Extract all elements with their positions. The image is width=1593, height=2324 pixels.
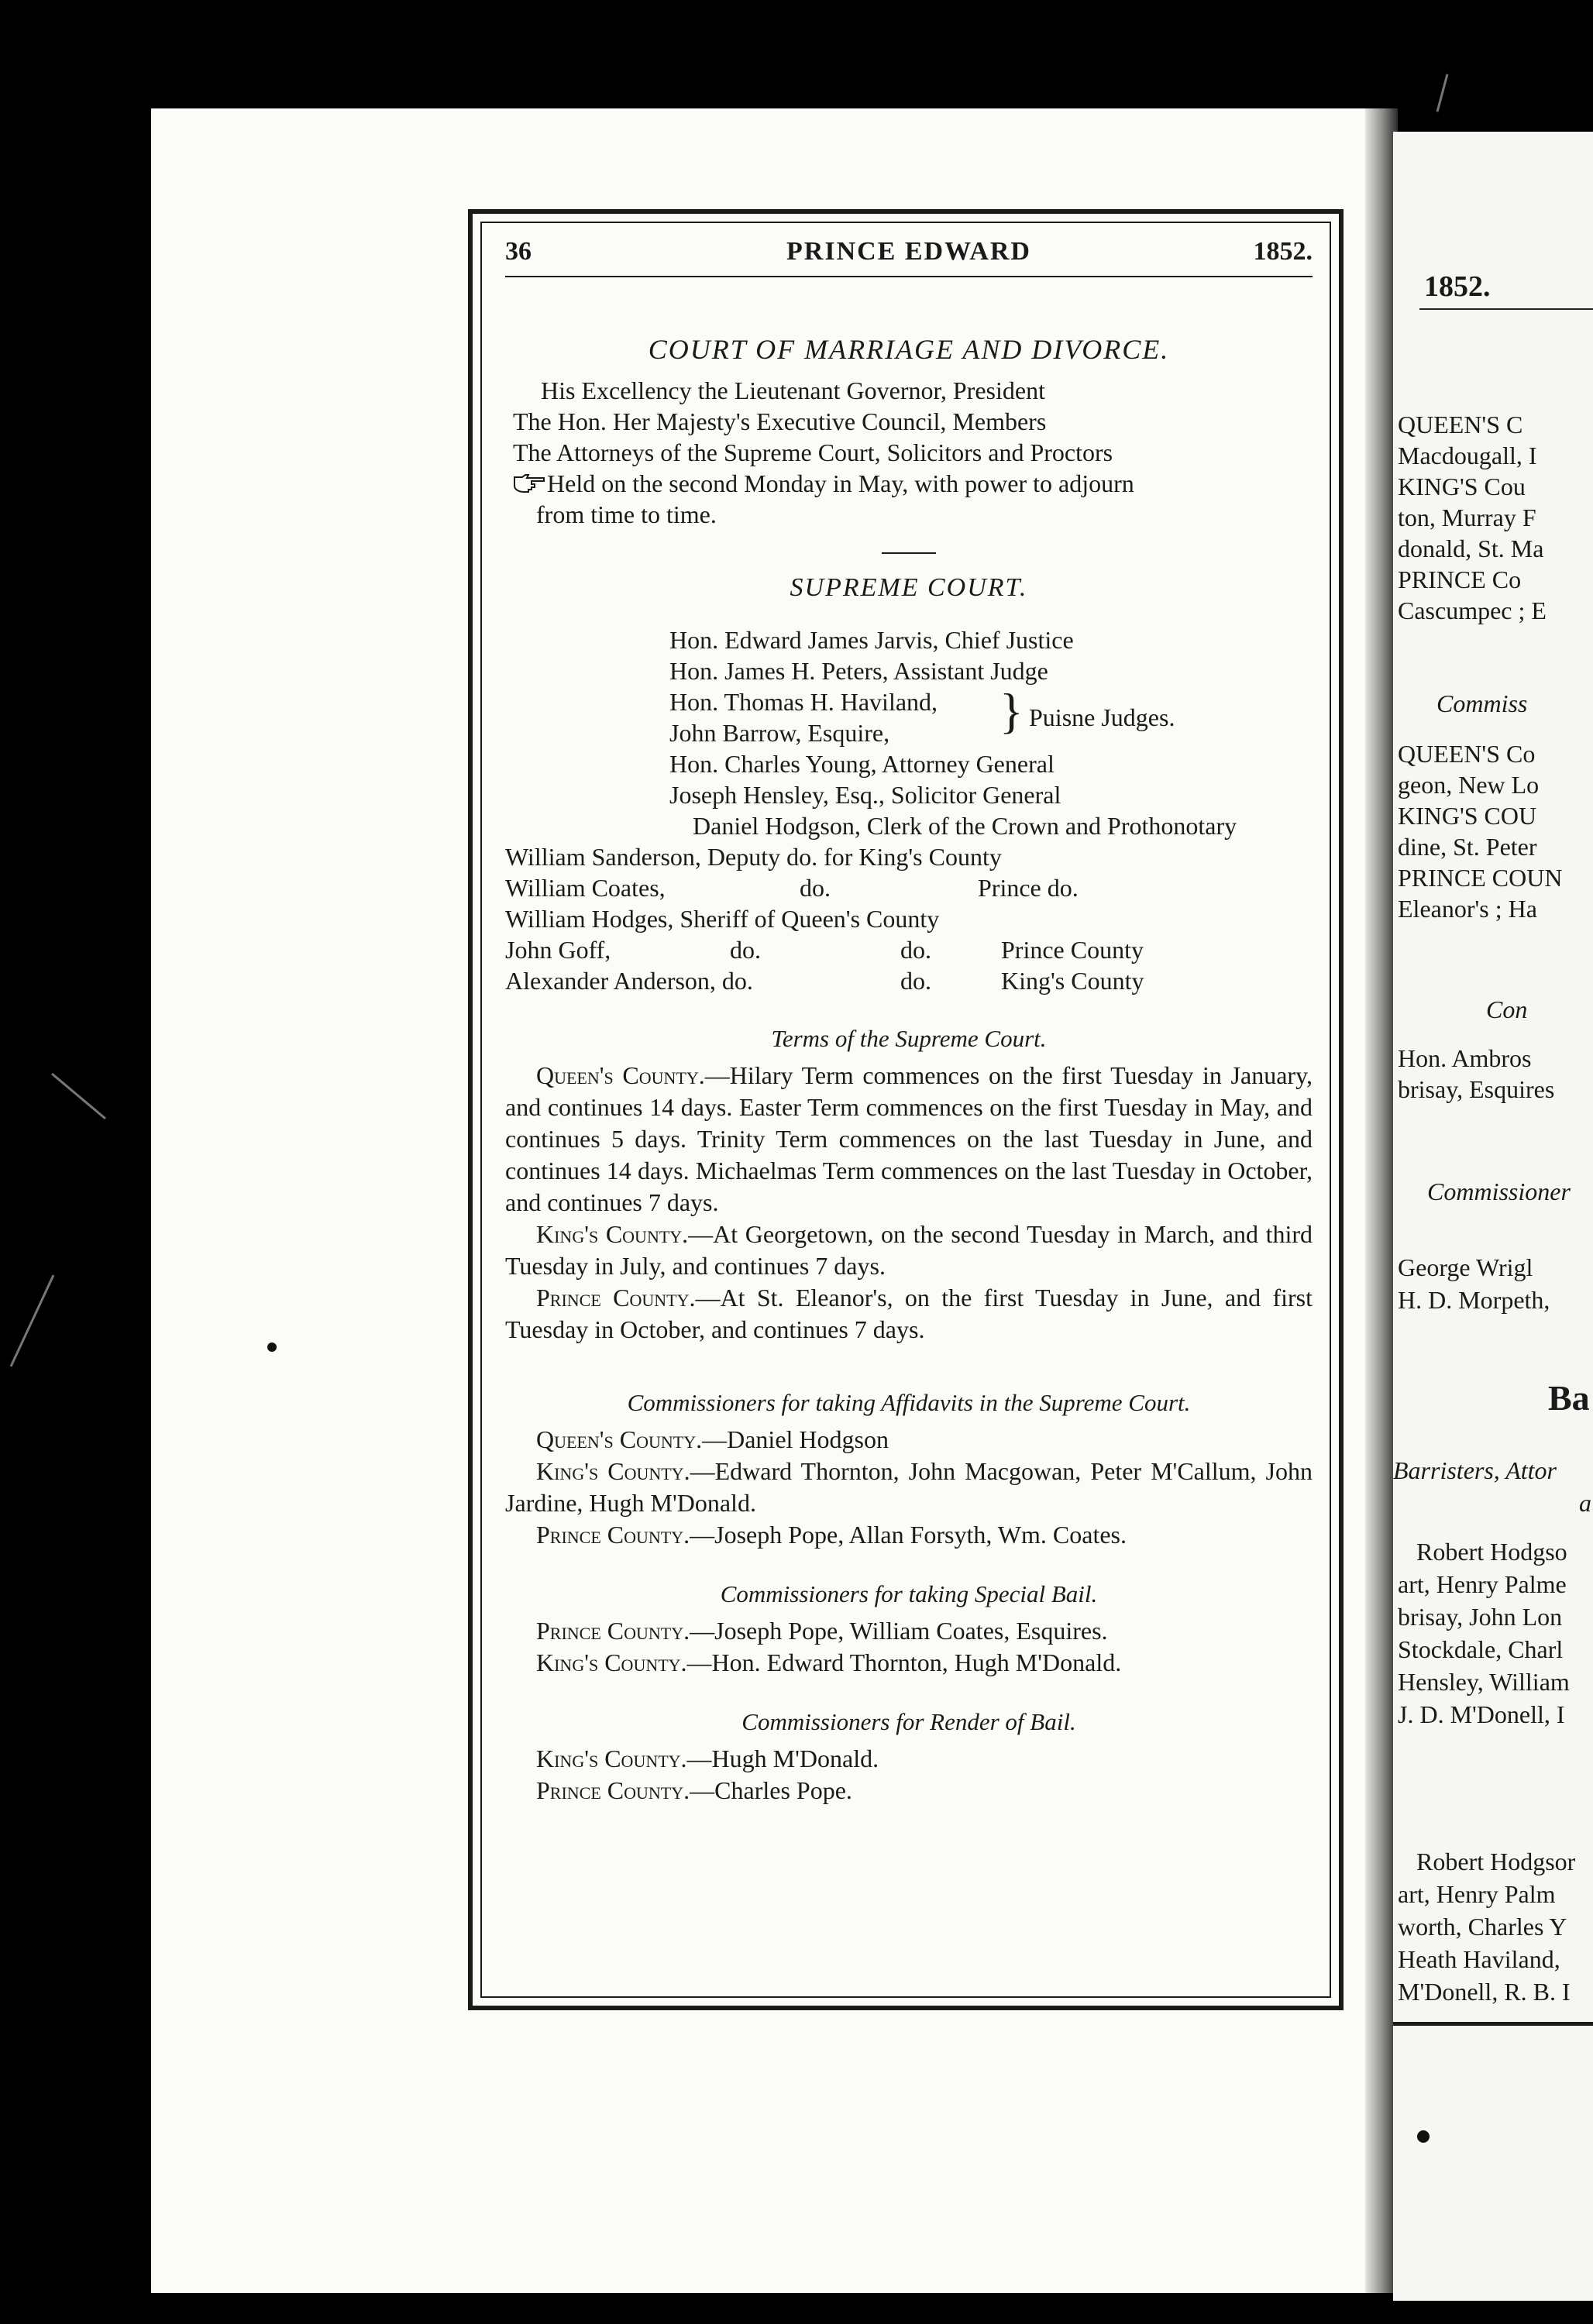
affidavits-prince [505, 1519, 1313, 1551]
terms-heading: Terms of the Supreme Court. [771, 1025, 1047, 1052]
scan-mark [10, 1274, 55, 1367]
special-bail-heading: Commissioners for taking Special Bail. [720, 1580, 1098, 1607]
marriage-line: The Attorneys of the Supreme Court, Solicitors and Proctors [513, 438, 1113, 466]
deputy-line: William Hodges, Sheriff of Queen's County [505, 905, 940, 933]
right-line: ton, Murray F [1398, 504, 1536, 531]
terms-text: —At St. Eleanor's, on the first Tuesday in June, and first Tuesday in October, and continues 7 days. [505, 1284, 1313, 1343]
right-line: Eleanor's ; Ha [1398, 895, 1537, 923]
right-line: worth, Charles Y [1398, 1913, 1567, 1941]
terms-kings [505, 1219, 1313, 1282]
deputy-col: do. [900, 936, 931, 964]
officer-line: Hon. Edward James Jarvis, Chief Justice [669, 626, 1074, 654]
county-label: Prince County. [536, 1521, 690, 1549]
right-box-bottom [1393, 2022, 1593, 2026]
county-label: King's County. [536, 1457, 690, 1485]
right-line: H. D. Morpeth, [1398, 1286, 1550, 1314]
render-bail-kings [505, 1743, 1313, 1775]
puisne-name: Hon. Thomas H. Haviland, [669, 688, 938, 716]
page-content [505, 223, 1313, 1996]
affidavits-heading: Commissioners for taking Affidavits in the Supreme Court. [627, 1389, 1191, 1416]
right-line: Robert Hodgsor [1416, 1848, 1576, 1875]
deputy-line: William Sanderson, Deputy do. for King's County [505, 843, 1002, 871]
right-line: art, Henry Palme [1398, 1570, 1567, 1598]
running-head [505, 237, 1313, 277]
deputy-line: Alexander Anderson, do. [505, 967, 753, 995]
county-label: King's County. [536, 1220, 689, 1248]
deputy-line: William Coates, [505, 874, 666, 902]
county-label: Prince County. [536, 1284, 696, 1312]
special-bail-text: —Joseph Pope, William Coates, Esquires. [690, 1617, 1108, 1645]
page-number: 36 [505, 237, 532, 266]
right-subheading: Commiss [1436, 689, 1528, 717]
right-line: Hensley, William [1398, 1668, 1570, 1696]
affidavits-queens [505, 1424, 1313, 1456]
deputy-col: do. [800, 874, 831, 902]
county-label: Queen's County. [536, 1425, 703, 1453]
county-label: King's County. [536, 1745, 687, 1772]
affidavits-text: —Edward Thornton, John Macgowan, Peter M'Callum, John Jardine, Hugh M'Donald. [505, 1457, 1313, 1517]
scan-speck [267, 1342, 277, 1352]
deputy-col: Prince County [1001, 936, 1144, 964]
special-bail-kings [505, 1647, 1313, 1679]
right-page-rule [1419, 308, 1593, 310]
deputy-col: do. [730, 936, 761, 964]
pointing-hand-icon [513, 473, 547, 493]
scan-mark [51, 1073, 106, 1119]
held-text: Held on the second Monday in May, with power to adjourn [547, 469, 1134, 497]
right-line: geon, New Lo [1398, 771, 1540, 799]
right-line: KING'S COU [1398, 802, 1537, 830]
right-line: Robert Hodgso [1416, 1538, 1567, 1566]
terms-prince [505, 1282, 1313, 1346]
marriage-line: His Excellency the Lieutenant Governor, President [541, 376, 1045, 404]
render-bail-text: —Hugh M'Donald. [686, 1745, 879, 1772]
terms-text: —Hilary Term commences on the first Tuesday in January, and continues 14 days. Easter Term commences on the first Tuesday in May, and continues 5 days. Trinity Term commences on the last Tuesday in June, and continues 14 days. Michaelmas Term commences on the last Tuesday in October, and continues 7 days. [505, 1061, 1313, 1216]
right-subheading: Con [1486, 995, 1528, 1023]
right-line: Macdougall, I [1398, 442, 1537, 469]
right-line: Hon. Ambros [1398, 1044, 1532, 1072]
officer-line: Joseph Hensley, Esq., Solicitor General [669, 781, 1061, 809]
deputy-col: Prince do. [978, 874, 1079, 902]
deputy-col: do. [900, 967, 931, 995]
right-line: KING'S Cou [1398, 473, 1526, 500]
county-label: Prince County. [536, 1776, 690, 1804]
marriage-line: The Hon. Her Majesty's Executive Council, Members [513, 407, 1047, 435]
scan-mark [1436, 74, 1449, 112]
puisne-label: Puisne Judges. [1029, 703, 1175, 731]
right-line: brisay, John Lon [1398, 1603, 1563, 1631]
right-subheading: Commissioner [1427, 1177, 1571, 1205]
deputy-line: John Goff, [505, 936, 611, 964]
page-frame-inner [480, 222, 1331, 1998]
brace-glyph: } [999, 683, 1024, 738]
right-line: Cascumpec ; E [1398, 596, 1547, 624]
right-line: QUEEN'S C [1398, 411, 1523, 438]
terms-queens [505, 1060, 1313, 1219]
affidavits-text: —Joseph Pope, Allan Forsyth, Wm. Coates. [690, 1521, 1127, 1549]
right-page [1393, 132, 1593, 2301]
affidavits-text: —Daniel Hodgson [702, 1425, 889, 1453]
terms-text: —At Georgetown, on the second Tuesday in March, and third Tuesday in July, and continues 7 days. [505, 1220, 1313, 1280]
running-title: PRINCE EDWARD [786, 237, 1031, 266]
officer-line: Daniel Hodgson, Clerk of the Crown and Prothonotary [693, 812, 1237, 840]
right-line: QUEEN'S Co [1398, 740, 1536, 768]
running-year: 1852. [1253, 237, 1313, 266]
right-line: M'Donell, R. B. I [1398, 1978, 1571, 2006]
right-line: George Wrigl [1398, 1253, 1533, 1281]
officer-line: Hon. James H. Peters, Assistant Judge [669, 657, 1048, 685]
marriage-divorce-heading: COURT OF MARRIAGE AND DIVORCE. [648, 334, 1170, 365]
special-bail-text: —Hon. Edward Thornton, Hugh M'Donald. [686, 1648, 1122, 1676]
supreme-court-heading: SUPREME COURT. [790, 573, 1028, 602]
right-big-heading: Ba [1548, 1378, 1590, 1418]
page-frame [468, 209, 1344, 2010]
right-line: PRINCE Co [1398, 566, 1522, 593]
render-bail-heading: Commissioners for Render of Bail. [741, 1708, 1076, 1735]
right-page-year: 1852. [1424, 270, 1491, 303]
right-line: Stockdale, Charl [1398, 1635, 1564, 1663]
county-label: King's County. [536, 1648, 687, 1676]
county-label: Prince County. [536, 1617, 690, 1645]
right-line: J. D. M'Donell, I [1398, 1700, 1565, 1728]
affidavits-kings [505, 1456, 1313, 1519]
right-line: donald, St. Ma [1398, 535, 1544, 562]
right-subheading: Barristers, Attor [1393, 1456, 1557, 1484]
right-subheading: a [1579, 1489, 1591, 1517]
officer-line: Hon. Charles Young, Attorney General [669, 750, 1055, 778]
held-line-cont: from time to time. [536, 500, 717, 528]
right-line: Heath Haviland, [1398, 1945, 1560, 1973]
county-label: Queen's County. [536, 1061, 705, 1089]
right-line: dine, St. Peter [1398, 833, 1537, 861]
scan-speck [1417, 2130, 1430, 2143]
special-bail-prince [505, 1615, 1313, 1647]
render-bail-text: —Charles Pope. [690, 1776, 852, 1804]
right-line: PRINCE COUN [1398, 864, 1563, 892]
section-rule [882, 552, 936, 554]
puisne-name: John Barrow, Esquire, [669, 719, 890, 747]
render-bail-prince [505, 1775, 1313, 1807]
right-line: brisay, Esquires [1398, 1075, 1555, 1103]
deputy-col: King's County [1001, 967, 1144, 995]
right-line: art, Henry Palm [1398, 1880, 1556, 1908]
held-line [513, 469, 1134, 498]
